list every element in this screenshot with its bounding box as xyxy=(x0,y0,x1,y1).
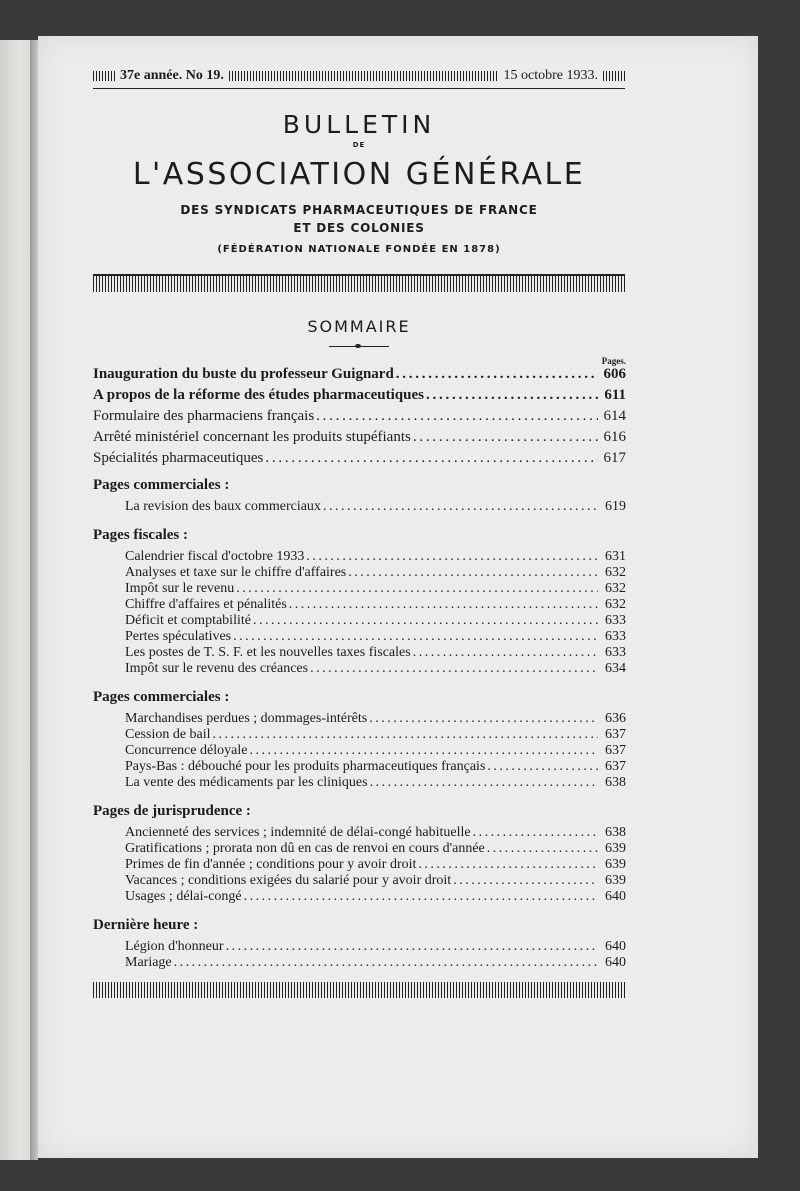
toc-entry xyxy=(93,613,626,629)
section-gap xyxy=(93,791,626,799)
issue-line xyxy=(93,67,625,85)
dot-leader xyxy=(265,450,598,467)
toc-entry-page: 636 xyxy=(605,711,626,726)
toc-entry-title: Pays-Bas : débouché pour les produits pharmaceutiques français xyxy=(125,759,486,774)
toc-entry-title: Spécialités pharmaceutiques xyxy=(93,450,264,466)
dot-leader xyxy=(236,581,598,597)
dot-leader xyxy=(289,597,598,613)
toc-entry xyxy=(93,366,626,387)
toc-entry-title: Inauguration du buste du professeur Guignard xyxy=(93,366,394,382)
toc-entry-page: 631 xyxy=(605,549,626,564)
toc-entry-page: 633 xyxy=(605,613,626,628)
dot-leader xyxy=(323,499,598,515)
hatched-band xyxy=(93,274,625,292)
toc-entry-page: 639 xyxy=(605,873,626,888)
toc-entry xyxy=(93,661,626,677)
toc-entry-page: 633 xyxy=(605,629,626,644)
hatch-ornament xyxy=(93,71,115,81)
section-gap xyxy=(93,677,626,685)
toc-entry-page: 632 xyxy=(605,581,626,596)
toc-entry-page: 619 xyxy=(605,499,626,514)
toc-entry-title: Arrêté ministériel concernant les produits stupéfiants xyxy=(93,429,411,445)
toc-entry-page: 633 xyxy=(605,645,626,660)
section-heading: Pages commerciales : xyxy=(93,477,230,493)
toc-entry-title: Impôt sur le revenu des créances xyxy=(125,661,309,676)
dot-leader xyxy=(226,939,598,955)
section-heading: Pages de jurisprudence : xyxy=(93,803,251,819)
dot-leader xyxy=(396,366,598,383)
toc-entry xyxy=(93,387,626,408)
hatch-ornament xyxy=(229,71,499,81)
toc-entry-page: 640 xyxy=(605,955,626,970)
toc-entry-page: 614 xyxy=(603,408,626,424)
masthead-syndicats: DES SYNDICATS PHARMACEUTIQUES DE FRANCE xyxy=(180,203,538,217)
dot-leader xyxy=(233,629,598,645)
toc-entry-title: Légion d'honneur xyxy=(125,939,224,954)
toc-entry-page: 606 xyxy=(603,366,626,382)
title-ornament xyxy=(329,346,389,347)
toc-entry-page: 640 xyxy=(605,939,626,954)
toc-entry xyxy=(93,825,626,841)
dot-leader xyxy=(348,565,598,581)
dot-leader xyxy=(418,857,598,873)
toc-entry xyxy=(93,889,626,905)
toc-entry xyxy=(93,873,626,889)
toc-entry-page: 640 xyxy=(605,889,626,904)
sommaire-title: SOMMAIRE xyxy=(307,317,411,336)
toc-entry-title: Mariage xyxy=(125,955,172,970)
toc-entry xyxy=(93,857,626,873)
toc-entry xyxy=(93,581,626,597)
book-gutter xyxy=(30,40,38,1160)
dot-leader xyxy=(213,727,598,743)
dot-leader xyxy=(249,743,598,759)
toc-entry-page: 632 xyxy=(605,597,626,612)
toc-entry xyxy=(93,955,626,971)
section-gap xyxy=(93,515,626,523)
toc-entry-title: Pertes spéculatives xyxy=(125,629,232,644)
toc-entry-page: 639 xyxy=(605,857,626,872)
section-heading: Pages fiscales : xyxy=(93,527,188,543)
toc-entry-page: 638 xyxy=(605,825,626,840)
toc-entry xyxy=(93,565,626,581)
toc-entry xyxy=(93,408,626,429)
section-gap xyxy=(93,971,626,979)
toc-entry-title: Marchandises perdues ; dommages-intérêts xyxy=(125,711,368,726)
hatch-ornament xyxy=(603,71,625,81)
dot-leader xyxy=(487,759,598,775)
section-heading: Dernière heure : xyxy=(93,917,199,933)
toc-entry-title: Vacances ; conditions exigées du salarié pour y avoir droit xyxy=(125,873,452,888)
toc-entry-page: 632 xyxy=(605,565,626,580)
toc-entry xyxy=(93,939,626,955)
bottom-hatched-band xyxy=(93,982,625,998)
dot-leader xyxy=(426,387,598,404)
masthead-association: L'ASSOCIATION GÉNÉRALE xyxy=(132,157,586,192)
toc-entry xyxy=(93,499,626,515)
issue-date: 15 octobre 1933. xyxy=(503,68,598,83)
toc-entry-title: Ancienneté des services ; indemnité de délai-congé habituelle xyxy=(125,825,471,840)
toc-entry-title: La revision des baux commerciaux xyxy=(125,499,321,514)
dot-leader xyxy=(413,429,598,446)
section-gap xyxy=(93,905,626,913)
toc-entry-title: Déficit et comptabilité xyxy=(125,613,251,628)
toc-entry-page: 634 xyxy=(605,661,626,676)
toc-entry xyxy=(93,841,626,857)
dot-leader xyxy=(487,841,598,857)
facing-page-edge xyxy=(0,40,34,1160)
masthead-bulletin: BULLETIN xyxy=(282,110,436,139)
toc-entry-title: Cession de bail xyxy=(125,727,211,742)
toc-entry-page: 639 xyxy=(605,841,626,856)
toc-entry xyxy=(93,711,626,727)
toc-entry xyxy=(93,450,626,471)
table-of-contents xyxy=(93,366,626,979)
toc-entry xyxy=(93,629,626,645)
toc-entry-title: Analyses et taxe sur le chiffre d'affaires xyxy=(125,565,347,580)
toc-entry-title: Usages ; délai-congé xyxy=(125,889,242,904)
dot-leader xyxy=(310,661,598,677)
section-heading: Pages commerciales : xyxy=(93,689,230,705)
toc-entry xyxy=(93,645,626,661)
dot-leader xyxy=(174,955,598,971)
toc-entry-page: 637 xyxy=(605,759,626,774)
dot-leader xyxy=(306,549,598,565)
dot-leader xyxy=(253,613,598,629)
pages-column-label: Pages. xyxy=(601,356,626,366)
toc-entry-title: Les postes de T. S. F. et les nouvelles taxes fiscales xyxy=(125,645,411,660)
toc-entry xyxy=(93,597,626,613)
toc-entry-title: Formulaire des pharmaciens français xyxy=(93,408,315,424)
toc-entry-title: Concurrence déloyale xyxy=(125,743,248,758)
toc-entry-title: Gratifications ; prorata non dû en cas de renvoi en cours d'année xyxy=(125,841,485,856)
header-rule xyxy=(93,88,625,89)
toc-entry-title: La vente des médicaments par les cliniques xyxy=(125,775,368,790)
dot-leader xyxy=(453,873,598,889)
dot-leader xyxy=(413,645,598,661)
dot-leader xyxy=(244,889,598,905)
toc-entry-page: 616 xyxy=(603,429,626,445)
toc-entry xyxy=(93,429,626,450)
dot-leader xyxy=(370,775,598,791)
toc-entry xyxy=(93,775,626,791)
toc-entry xyxy=(93,549,626,565)
toc-entry xyxy=(93,727,626,743)
issue-number: 37e année. No 19. xyxy=(120,68,224,83)
dot-leader xyxy=(473,825,598,841)
toc-entry-title: A propos de la réforme des études pharmaceutiques xyxy=(93,387,424,403)
toc-entry-page: 638 xyxy=(605,775,626,790)
masthead-colonies: ET DES COLONIES xyxy=(293,221,425,235)
toc-entry-title: Calendrier fiscal d'octobre 1933 xyxy=(125,549,305,564)
toc-entry-title: Chiffre d'affaires et pénalités xyxy=(125,597,287,612)
dot-leader xyxy=(369,711,598,727)
toc-entry-page: 637 xyxy=(605,727,626,742)
toc-entry-page: 637 xyxy=(605,743,626,758)
toc-entry xyxy=(93,743,626,759)
dot-leader xyxy=(316,408,598,425)
toc-entry-title: Impôt sur le revenu xyxy=(125,581,235,596)
toc-entry-page: 611 xyxy=(604,387,626,403)
toc-entry-title: Primes de fin d'année ; conditions pour y avoir droit xyxy=(125,857,417,872)
toc-entry-page: 617 xyxy=(603,450,626,466)
masthead-federation: (FÉDÉRATION NATIONALE FONDÉE EN 1878) xyxy=(217,244,501,255)
masthead-de: DE xyxy=(352,141,366,149)
toc-entry xyxy=(93,759,626,775)
